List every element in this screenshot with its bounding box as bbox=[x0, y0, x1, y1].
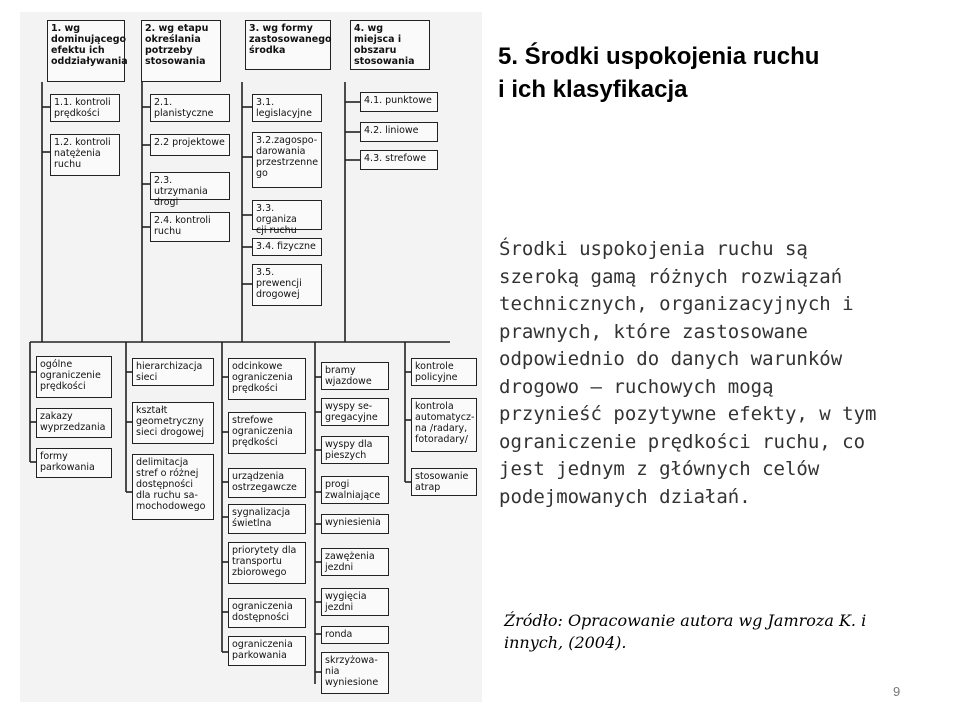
source-citation: Źródło: Opracowanie autora wg Jamroza K. i innych, (2004). bbox=[504, 611, 867, 652]
slide-body-text: Środki uspokojenia ruchu są szeroką gamą różnych rozwiązań technicznych, organizacyjnych i prawnych, które zastosowane odpowiednio do danych warunków drogowo – ruchowych mogą przynieść pozytywne efekty, w tym ograniczenie prędkości ruchu, co jest jednym z głównych celów podejmowanych działań. bbox=[499, 238, 877, 508]
bottom-d-item: wyspy dla pieszych bbox=[321, 436, 389, 464]
col3-item: 3.4. fizyczne bbox=[252, 238, 322, 256]
diagram-header-1: 1. wg dominującego efektu ich oddziaływania bbox=[47, 20, 125, 82]
col4-item: 4.3. strefowe bbox=[360, 150, 438, 170]
slide-title: 5. Środki uspokojenia ruchu i ich klasyfikacja bbox=[498, 43, 820, 103]
bottom-d-item: zawężenia jezdni bbox=[321, 548, 389, 576]
bottom-e-item: stosowanie atrap bbox=[411, 468, 477, 496]
page-number: 9 bbox=[893, 684, 901, 699]
bottom-a-item: formy parkowania bbox=[36, 448, 112, 478]
bottom-d-item: ronda bbox=[321, 626, 389, 644]
bottom-d-item: wygięcia jezdni bbox=[321, 588, 389, 616]
col4-item: 4.1. punktowe bbox=[360, 92, 438, 112]
bottom-b-item: delimitacja stref o różnej dostępności dla ruchu sa- mochodowego bbox=[132, 454, 214, 520]
bottom-e-item: kontrola automatycz- na /radary, fotoradary/ bbox=[411, 398, 477, 452]
col2-item: 2.2 projektowe bbox=[150, 134, 230, 156]
col3-item: 3.1. legislacyjne bbox=[252, 94, 322, 122]
diagram-header-4: 4. wg miejsca i obszaru stosowania bbox=[350, 20, 430, 70]
bottom-d-item: bramy wjazdowe bbox=[321, 362, 389, 390]
col1-item: 1.1. kontroli prędkości bbox=[50, 94, 120, 122]
bottom-c-item: urządzenia ostrzegawcze bbox=[228, 468, 306, 498]
bottom-c-item: odcinkowe ograniczenia prędkości bbox=[228, 358, 306, 400]
bottom-a-item: zakazy wyprzedzania bbox=[36, 408, 112, 438]
bottom-c-item: ograniczenia parkowania bbox=[228, 636, 306, 666]
col3-item: 3.2.zagospo- darowania przestrzenne go bbox=[252, 132, 322, 188]
bottom-c-item: ograniczenia dostępności bbox=[228, 598, 306, 628]
col3-item: 3.3. organiza cji ruchu bbox=[252, 200, 322, 230]
bottom-c-item: priorytety dla transportu zbiorowego bbox=[228, 542, 306, 584]
bottom-d-item: progi zwalniające bbox=[321, 476, 389, 504]
diagram-header-3: 3. wg formy zastosowanego środka bbox=[245, 20, 331, 70]
bottom-b-item: kształt geometryczny sieci drogowej bbox=[132, 402, 214, 444]
col1-item: 1.2. kontroli natężenia ruchu bbox=[50, 134, 120, 176]
bottom-c-item: sygnalizacja świetlna bbox=[228, 504, 306, 534]
bottom-b-item: hierarchizacja sieci bbox=[132, 358, 214, 386]
bottom-d-item: wyniesienia bbox=[321, 514, 389, 534]
bottom-d-item: skrzyżowa- nia wyniesione bbox=[321, 652, 389, 694]
col4-item: 4.2. liniowe bbox=[360, 122, 438, 142]
bottom-c-item: strefowe ograniczenia prędkości bbox=[228, 412, 306, 454]
bottom-e-item: kontrole policyjne bbox=[411, 358, 477, 386]
bottom-a-item: ogólne ograniczenie prędkości bbox=[36, 356, 112, 398]
col2-item: 2.4. kontroli ruchu bbox=[150, 212, 230, 242]
col3-item: 3.5. prewencji drogowej bbox=[252, 264, 322, 306]
col2-item: 2.3. utrzymania drogi bbox=[150, 172, 230, 200]
bottom-d-item: wyspy se- gregacyjne bbox=[321, 398, 389, 426]
classification-diagram-image bbox=[20, 12, 482, 702]
col2-item: 2.1. planistyczne bbox=[150, 94, 230, 122]
diagram-header-2: 2. wg etapu określania potrzeby stosowania bbox=[141, 20, 221, 82]
